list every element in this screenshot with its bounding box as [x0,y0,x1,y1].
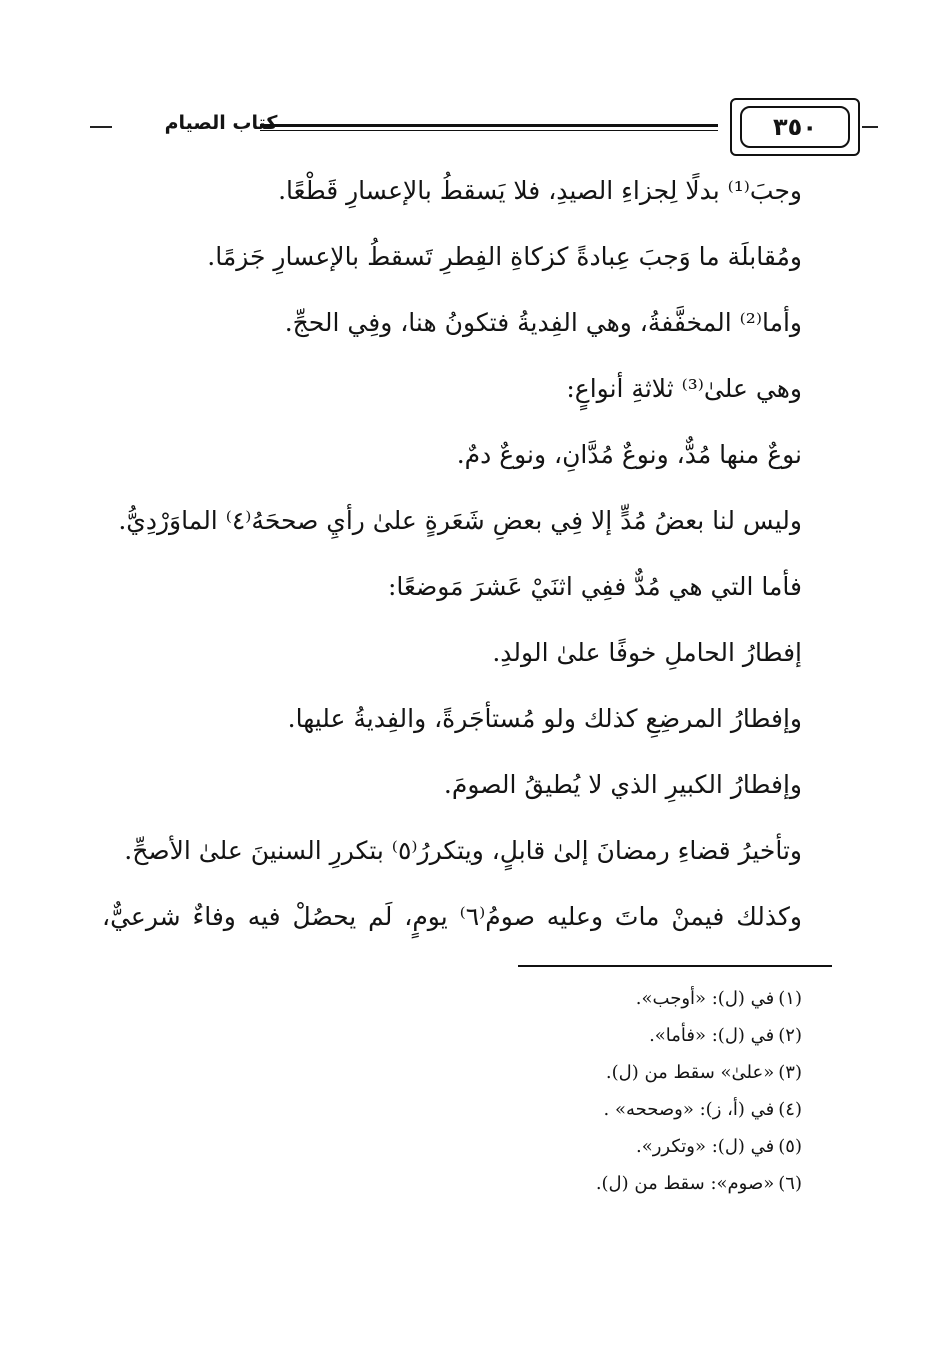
text-line: وجبَ⁽¹⁾ بدلًا لِجزاءِ الصيدِ، فلا يَسقطُ بالإعسارِ قَطْعًا. [278,176,802,205]
footnote-item [302,1091,802,1128]
footnote-text: في (ل): «وتكرر». [636,1136,775,1157]
footnote-text: في (أ، ز): «وصححه» . [603,1099,775,1120]
footnote-number: (٢) [778,1025,802,1046]
footnote-number: (٦) [778,1173,802,1194]
footnote-text: «علىٰ» سقط من (ل). [605,1062,775,1083]
header-rule-middle-second [260,130,718,131]
footnote-item [302,1128,802,1165]
footnote-text: «صوم»: سقط من (ل). [595,1173,775,1194]
text-line: فأما التي هي مُدٌّ ففِي اثنَيْ عَشرَ مَوضعًا: [387,572,802,601]
running-title: كتاب الصيام [164,112,278,134]
text-line: وإفطارُ المرضِعِ كذلك ولو مُستأجَرةً، والفِديةُ عليها. [287,704,802,733]
footnote-text: في (ل): «أوجب». [635,988,775,1009]
footnotes [302,980,802,1202]
text-line: نوعٌ منها مُدٌّ، ونوعٌ مُدَّانِ، ونوعٌ دمٌ. [456,440,802,469]
footnote-separator [518,965,832,967]
header-rule-middle [260,124,718,127]
page-number: ٣٥٠ [773,113,817,141]
footnote-number: (١) [778,988,802,1009]
text-line: وأما⁽²⁾ المخفَّفةُ، وهي الفِديةُ فتكونُ هنا، وفِي الحجِّ. [284,308,802,337]
footnote-item [302,1165,802,1202]
footnote-item [302,1017,802,1054]
text-line: وهي علىٰ⁽³⁾ ثلاثةِ أنواعٍ: [566,374,802,403]
footnote-number: (٣) [778,1062,802,1083]
footnote-text: في (ل): «فأما». [649,1025,775,1046]
page-number-box [730,98,860,156]
footnote-item [302,1054,802,1091]
main-text [102,158,802,950]
page-header [90,98,840,158]
footnote-number: (٥) [778,1136,802,1157]
header-rule-right-short [862,126,878,128]
footnote-item [302,980,802,1017]
text-line: وكذلك فيمنْ ماتَ وعليه صومُ⁽٦⁾ يومٍ، لَم يحصُلْ فيه وفاءٌ شرعيٌّ، [102,902,802,931]
text-line: وإفطارُ الكبيرِ الذي لا يُطيقُ الصومَ. [443,770,802,799]
footnote-number: (٤) [778,1099,802,1120]
text-line: وليس لنا بعضُ مُدٍّ إلا فِي بعضِ شَعَرةٍ علىٰ رأيِ صححَهُ⁽٤⁾ الماوَرْدِيُّ. [118,506,802,535]
text-line: ومُقابلَة ما وَجبَ عِبادةً كزكاةِ الفِطرِ تَسقطُ بالإعسارِ جَزمًا. [207,242,802,271]
header-rule-left-short [90,126,112,128]
text-line: وتأخيرُ قضاءِ رمضانَ إلىٰ قابلٍ، ويتكررُ⁽٥⁾ بتكررِ السنينَ علىٰ الأصحِّ. [124,836,802,865]
text-line: إفطارُ الحاملِ خوفًا علىٰ الولدِ. [492,638,802,667]
